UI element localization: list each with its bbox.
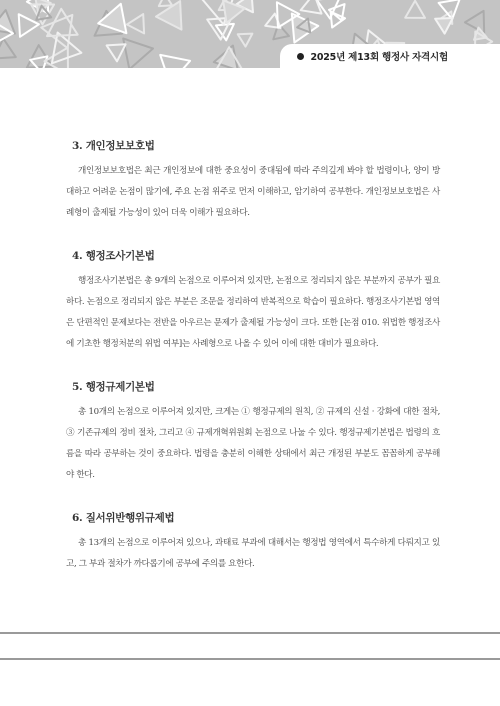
page-content — [66, 138, 440, 599]
decorative-triangle — [19, 14, 39, 37]
decorative-triangle — [405, 1, 425, 18]
footer-divider — [0, 658, 500, 660]
decorative-triangle — [127, 14, 144, 33]
section-admin-investigation-act — [66, 248, 440, 355]
section-order-violation-act — [66, 510, 440, 575]
section-admin-regulation-act — [66, 379, 440, 486]
section-heading: 5. 행정규제기본법 — [72, 381, 155, 393]
section-heading: 6. 질서위반행위규제법 — [72, 512, 175, 524]
decorative-triangle — [292, 14, 319, 43]
exam-title — [297, 49, 448, 63]
decorative-triangle — [123, 39, 153, 69]
decorative-triangle — [0, 39, 16, 59]
section-body: 총 13개의 논점으로 이루어져 있으나, 과태료 부과에 대해서는 행정법 영역에서 특수하게 다뤄지고 있고, 그 부과 절차가 까다롭기에 공부에 주의를 요한다. — [66, 538, 440, 569]
filled-circle-icon — [297, 53, 304, 60]
exam-title-text: 2025년 제13회 행정사 자격시험 — [310, 52, 448, 63]
section-body: 총 10개의 논점으로 이루어져 있지만, 크게는 ① 행정규제의 원칙, ② 규제의 신설 · 강화에 대한 절차, ③ 기존규제의 정비 절차, 그리고 ④ 규제개혁위원회 논점으로 나눌 수 있다. 행정규제기본법은 법령의 흐름을 따라 공부하는 것이 중요하다. 법령을 충분히 이해한 상태에서 최근 개정된 부분도 꼼꼼하게 공부해야 한다. — [66, 407, 440, 480]
decorative-triangle — [159, 0, 172, 6]
section-body: 개인정보보호법은 최근 개인정보에 대한 중요성이 중대됨에 따라 주의깊게 봐야 할 법령이나, 양이 방대하고 어려운 논점이 많기에, 주요 논점 위주로 먼저 이해하고, 암기하여 공부한다. 개인정보보호법은 사례형이 출제될 가능성이 있어 더욱 이해가 필요하다. — [66, 166, 440, 218]
section-heading: 4. 행정조사기본법 — [72, 250, 155, 262]
decorative-triangle — [435, 18, 453, 34]
decorative-triangle — [238, 34, 253, 47]
decorative-triangle — [439, 0, 460, 19]
section-heading: 3. 개인정보보호법 — [72, 140, 155, 152]
section-body: 행정조사기본법은 총 9개의 논점으로 이루어져 있지만, 논점으로 정리되지 않은 부분까지 공부가 필요하다. 논점으로 정리되지 않은 부분은 조문을 정리하여 반복적으로 학습이 필요하다. 행정조사기본법 영역은 단편적인 문제보다는 전반을 아우르는 문제가 출제될 가능성이 크다. 또한 [논점 010. 위법한 행정조사에 기초한 행정처분의 위법 여부]는 사례형으로 나올 수 있어 이에 대한 대비가 필요하다. — [66, 276, 440, 349]
decorative-triangle — [98, 4, 126, 33]
decorative-triangle — [107, 44, 126, 61]
footer-divider — [0, 632, 500, 634]
decorative-triangle — [160, 55, 190, 68]
section-privacy-act — [66, 138, 440, 224]
